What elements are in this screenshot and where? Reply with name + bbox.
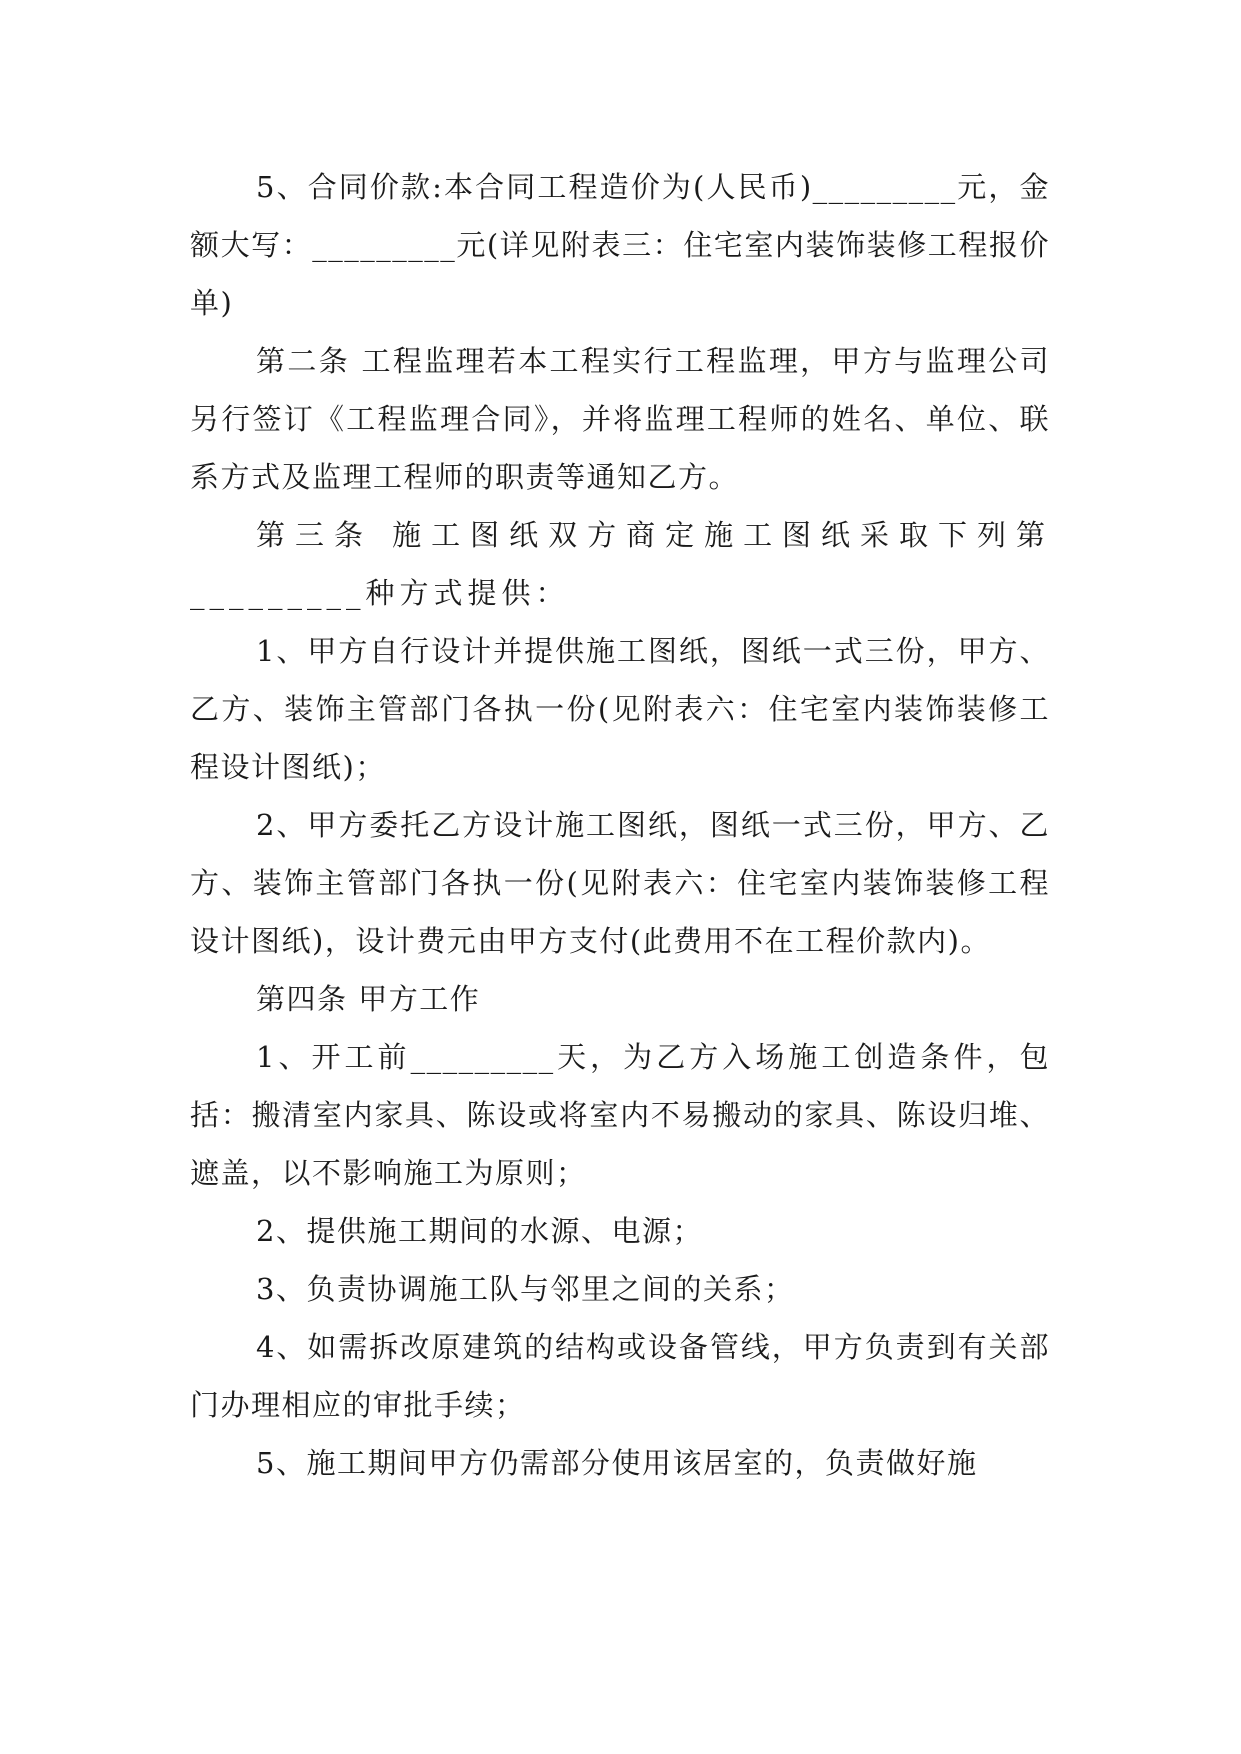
paragraph-article-3-drawings: 第三条 施工图纸双方商定施工图纸采取下列第_________种方式提供： [190, 518, 1050, 610]
paragraph-party-a-item-4: 4、如需拆改原建筑的结构或设备管线，甲方负责到有关部门办理相应的审批手续； [190, 1330, 1050, 1422]
paragraph-party-a-item-5: 5、施工期间甲方仍需部分使用该居室的，负责做好施 [256, 1446, 978, 1480]
paragraph-drawings-option-2: 2、甲方委托乙方设计施工图纸，图纸一式三份，甲方、乙方、装饰主管部门各执一份(见附表六：住宅室内装饰装修工程设计图纸)，设计费元由甲方支付(此费用不在工程价款内)。 [190, 808, 1050, 958]
paragraph-drawings-option-1: 1、甲方自行设计并提供施工图纸，图纸一式三份，甲方、乙方、装饰主管部门各执一份(见附表六：住宅室内装饰装修工程设计图纸)； [190, 634, 1050, 784]
paragraph-party-a-item-2: 2、提供施工期间的水源、电源； [256, 1214, 703, 1248]
paragraph-party-a-item-1: 1、开工前_________天，为乙方入场施工创造条件，包括：搬清室内家具、陈设或将室内不易搬动的家具、陈设归堆、遮盖，以不影响施工为原则； [190, 1040, 1050, 1190]
paragraph-party-a-item-3: 3、负责协调施工队与邻里之间的关系； [256, 1272, 795, 1306]
paragraph-contract-price: 5、合同价款:本合同工程造价为(人民币)_________元，金额大写：_________元(详见附表三：住宅室内装饰装修工程报价单) [190, 170, 1050, 320]
document-body [190, 158, 1050, 1492]
paragraph-article-4-heading: 第四条 甲方工作 [256, 982, 481, 1016]
paragraph-article-2-supervision: 第二条 工程监理若本工程实行工程监理，甲方与监理公司另行签订《工程监理合同》，并将监理工程师的姓名、单位、联系方式及监理工程师的职责等通知乙方。 [190, 344, 1050, 494]
